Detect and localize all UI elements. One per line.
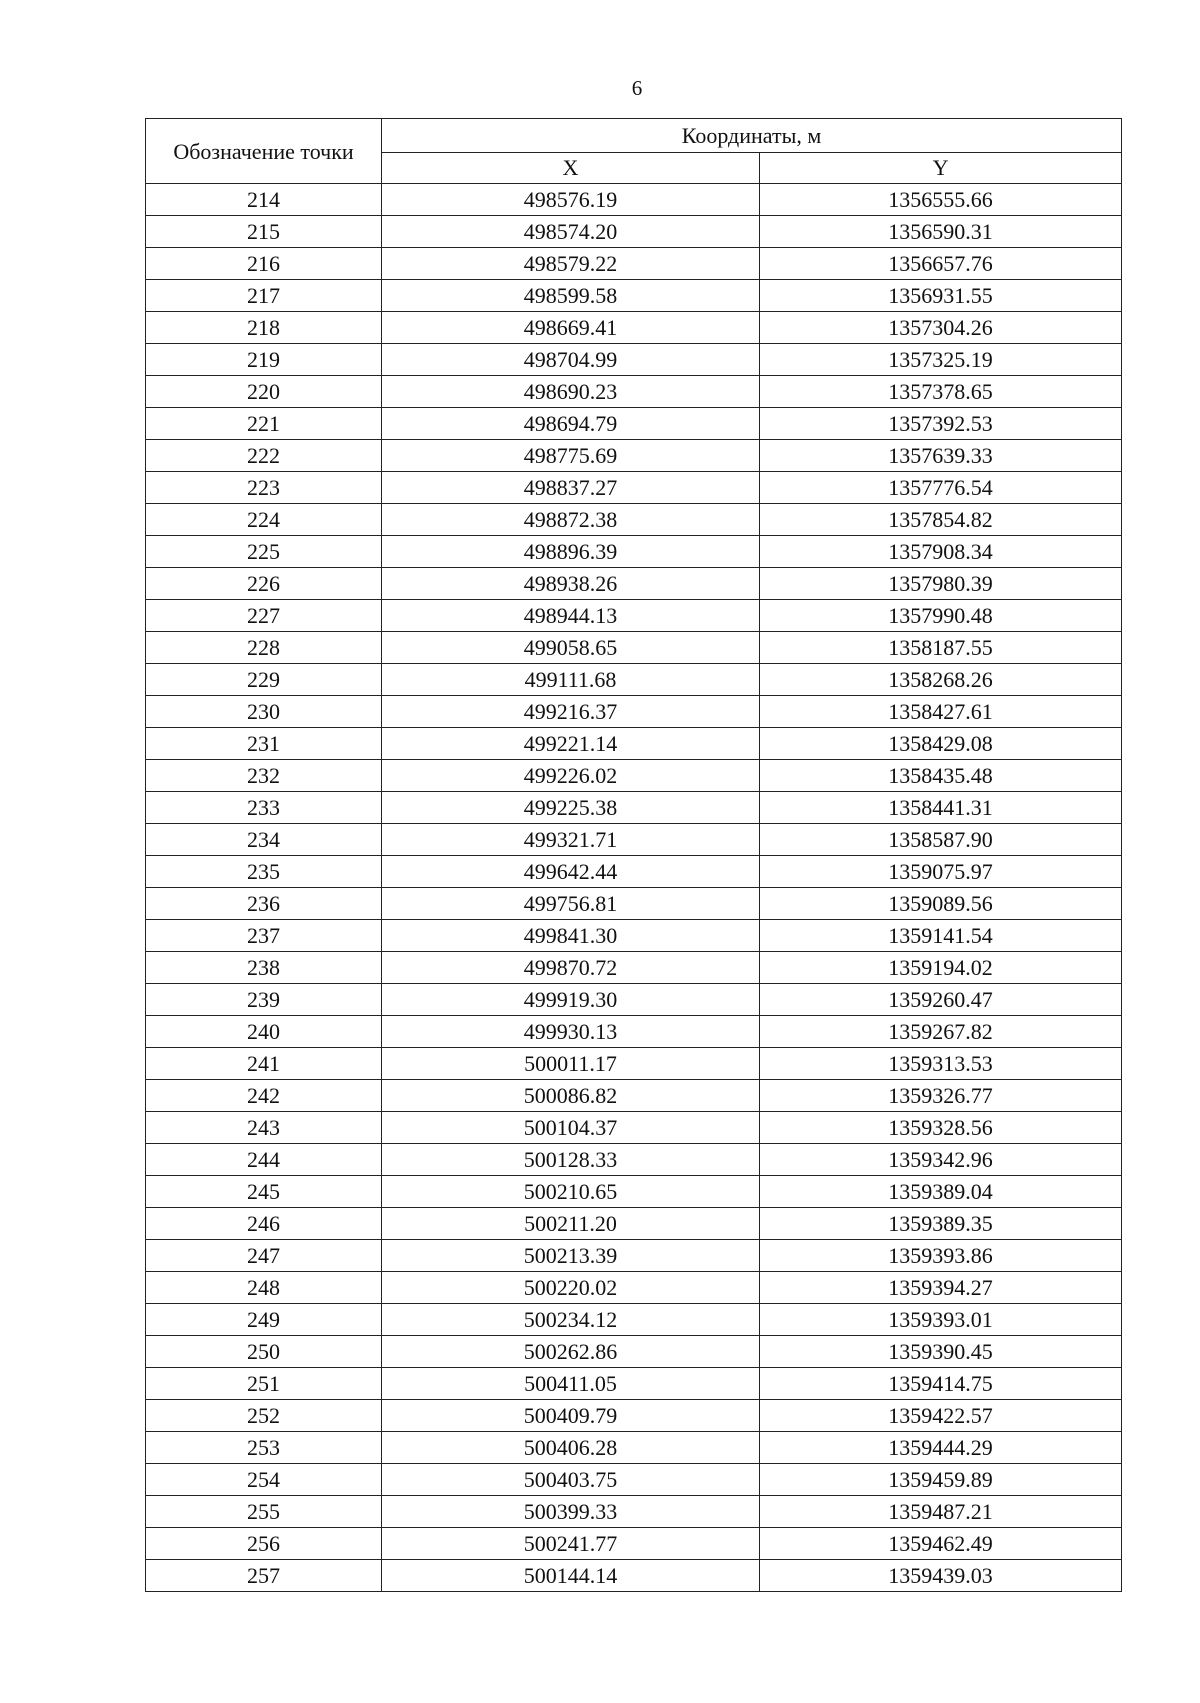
table-row — [146, 696, 1122, 728]
table-body — [146, 184, 1122, 1592]
cell-y: 1357639.33 — [760, 440, 1122, 472]
cell-y: 1359459.89 — [760, 1464, 1122, 1496]
cell-x: 499111.68 — [382, 664, 760, 696]
cell-point: 239 — [146, 984, 382, 1016]
cell-point: 235 — [146, 856, 382, 888]
cell-y: 1359393.86 — [760, 1240, 1122, 1272]
cell-point: 245 — [146, 1176, 382, 1208]
cell-x: 499058.65 — [382, 632, 760, 664]
cell-point: 231 — [146, 728, 382, 760]
cell-x: 498938.26 — [382, 568, 760, 600]
table-row — [146, 664, 1122, 696]
cell-x: 498576.19 — [382, 184, 760, 216]
cell-point: 247 — [146, 1240, 382, 1272]
cell-y: 1358187.55 — [760, 632, 1122, 664]
cell-x: 498704.99 — [382, 344, 760, 376]
cell-y: 1356931.55 — [760, 280, 1122, 312]
cell-x: 499226.02 — [382, 760, 760, 792]
cell-point: 233 — [146, 792, 382, 824]
cell-x: 499642.44 — [382, 856, 760, 888]
cell-point: 253 — [146, 1432, 382, 1464]
cell-x: 498579.22 — [382, 248, 760, 280]
cell-y: 1359194.02 — [760, 952, 1122, 984]
cell-point: 252 — [146, 1400, 382, 1432]
table-row — [146, 408, 1122, 440]
cell-x: 498944.13 — [382, 600, 760, 632]
cell-point: 236 — [146, 888, 382, 920]
cell-x: 498694.79 — [382, 408, 760, 440]
cell-point: 241 — [146, 1048, 382, 1080]
cell-point: 249 — [146, 1304, 382, 1336]
cell-x: 500086.82 — [382, 1080, 760, 1112]
cell-y: 1357854.82 — [760, 504, 1122, 536]
cell-x: 500210.65 — [382, 1176, 760, 1208]
table-row — [146, 856, 1122, 888]
table-row — [146, 472, 1122, 504]
cell-point: 257 — [146, 1560, 382, 1592]
table-row — [146, 216, 1122, 248]
cell-point: 238 — [146, 952, 382, 984]
cell-x: 499870.72 — [382, 952, 760, 984]
cell-x: 500409.79 — [382, 1400, 760, 1432]
cell-x: 500220.02 — [382, 1272, 760, 1304]
table-row — [146, 760, 1122, 792]
cell-y: 1359390.45 — [760, 1336, 1122, 1368]
cell-y: 1359487.21 — [760, 1496, 1122, 1528]
table-row — [146, 1112, 1122, 1144]
cell-y: 1359394.27 — [760, 1272, 1122, 1304]
table-row — [146, 1464, 1122, 1496]
cell-point: 214 — [146, 184, 382, 216]
cell-y: 1357325.19 — [760, 344, 1122, 376]
cell-point: 217 — [146, 280, 382, 312]
coordinates-table — [145, 118, 1122, 1592]
cell-y: 1357392.53 — [760, 408, 1122, 440]
cell-point: 229 — [146, 664, 382, 696]
table-row — [146, 1368, 1122, 1400]
cell-y: 1358435.48 — [760, 760, 1122, 792]
table-row — [146, 1304, 1122, 1336]
cell-point: 234 — [146, 824, 382, 856]
table-row — [146, 1016, 1122, 1048]
cell-x: 498669.41 — [382, 312, 760, 344]
header-point: Обозначение точки — [146, 119, 382, 184]
table-row — [146, 984, 1122, 1016]
cell-x: 499930.13 — [382, 1016, 760, 1048]
cell-x: 499919.30 — [382, 984, 760, 1016]
table-row — [146, 1528, 1122, 1560]
cell-y: 1359260.47 — [760, 984, 1122, 1016]
cell-x: 500211.20 — [382, 1208, 760, 1240]
header-x: X — [382, 153, 760, 184]
cell-y: 1359439.03 — [760, 1560, 1122, 1592]
header-coordinates: Координаты, м — [382, 119, 1122, 153]
cell-point: 224 — [146, 504, 382, 536]
cell-y: 1356555.66 — [760, 184, 1122, 216]
cell-y: 1358429.08 — [760, 728, 1122, 760]
cell-point: 218 — [146, 312, 382, 344]
cell-point: 223 — [146, 472, 382, 504]
table-row — [146, 1432, 1122, 1464]
cell-x: 499221.14 — [382, 728, 760, 760]
cell-point: 256 — [146, 1528, 382, 1560]
table-row — [146, 632, 1122, 664]
table-row — [146, 952, 1122, 984]
cell-y: 1357304.26 — [760, 312, 1122, 344]
cell-point: 226 — [146, 568, 382, 600]
table-row — [146, 824, 1122, 856]
table-row — [146, 1240, 1122, 1272]
cell-x: 498690.23 — [382, 376, 760, 408]
cell-point: 244 — [146, 1144, 382, 1176]
cell-y: 1359326.77 — [760, 1080, 1122, 1112]
table-row — [146, 1560, 1122, 1592]
cell-y: 1359089.56 — [760, 888, 1122, 920]
cell-y: 1358587.90 — [760, 824, 1122, 856]
cell-x: 500262.86 — [382, 1336, 760, 1368]
cell-y: 1359141.54 — [760, 920, 1122, 952]
table-row — [146, 1048, 1122, 1080]
cell-y: 1359389.35 — [760, 1208, 1122, 1240]
cell-x: 500144.14 — [382, 1560, 760, 1592]
cell-point: 225 — [146, 536, 382, 568]
table-row — [146, 920, 1122, 952]
cell-point: 219 — [146, 344, 382, 376]
table-row — [146, 248, 1122, 280]
cell-x: 498896.39 — [382, 536, 760, 568]
cell-point: 237 — [146, 920, 382, 952]
cell-point: 232 — [146, 760, 382, 792]
cell-x: 498837.27 — [382, 472, 760, 504]
cell-y: 1358427.61 — [760, 696, 1122, 728]
cell-x: 499321.71 — [382, 824, 760, 856]
cell-x: 500241.77 — [382, 1528, 760, 1560]
cell-x: 500104.37 — [382, 1112, 760, 1144]
table-row — [146, 1144, 1122, 1176]
cell-y: 1356657.76 — [760, 248, 1122, 280]
table-row — [146, 280, 1122, 312]
table-row — [146, 1336, 1122, 1368]
cell-y: 1359075.97 — [760, 856, 1122, 888]
table-row — [146, 344, 1122, 376]
cell-point: 220 — [146, 376, 382, 408]
table-row — [146, 1208, 1122, 1240]
cell-x: 498574.20 — [382, 216, 760, 248]
cell-point: 240 — [146, 1016, 382, 1048]
cell-y: 1358441.31 — [760, 792, 1122, 824]
table-row — [146, 1272, 1122, 1304]
cell-y: 1358268.26 — [760, 664, 1122, 696]
table-row — [146, 888, 1122, 920]
cell-point: 230 — [146, 696, 382, 728]
cell-y: 1359422.57 — [760, 1400, 1122, 1432]
cell-x: 500128.33 — [382, 1144, 760, 1176]
cell-x: 498599.58 — [382, 280, 760, 312]
cell-y: 1359389.04 — [760, 1176, 1122, 1208]
cell-x: 500411.05 — [382, 1368, 760, 1400]
cell-x: 499225.38 — [382, 792, 760, 824]
cell-y: 1359267.82 — [760, 1016, 1122, 1048]
table-row — [146, 1176, 1122, 1208]
cell-point: 246 — [146, 1208, 382, 1240]
table-row — [146, 1400, 1122, 1432]
cell-point: 228 — [146, 632, 382, 664]
cell-point: 221 — [146, 408, 382, 440]
cell-point: 243 — [146, 1112, 382, 1144]
cell-y: 1357908.34 — [760, 536, 1122, 568]
page-number: 6 — [631, 76, 643, 100]
table-row — [146, 504, 1122, 536]
table-row — [146, 184, 1122, 216]
cell-x: 499216.37 — [382, 696, 760, 728]
cell-x: 500011.17 — [382, 1048, 760, 1080]
table-row — [146, 440, 1122, 472]
cell-point: 215 — [146, 216, 382, 248]
cell-y: 1359393.01 — [760, 1304, 1122, 1336]
cell-x: 499841.30 — [382, 920, 760, 952]
cell-y: 1356590.31 — [760, 216, 1122, 248]
table-row — [146, 728, 1122, 760]
cell-point: 250 — [146, 1336, 382, 1368]
cell-point: 222 — [146, 440, 382, 472]
table-row — [146, 536, 1122, 568]
cell-y: 1359313.53 — [760, 1048, 1122, 1080]
table-row — [146, 376, 1122, 408]
cell-y: 1359342.96 — [760, 1144, 1122, 1176]
cell-y: 1359462.49 — [760, 1528, 1122, 1560]
table-row — [146, 792, 1122, 824]
cell-point: 248 — [146, 1272, 382, 1304]
cell-x: 500213.39 — [382, 1240, 760, 1272]
cell-x: 499756.81 — [382, 888, 760, 920]
header-y: Y — [760, 153, 1122, 184]
cell-point: 227 — [146, 600, 382, 632]
cell-y: 1359444.29 — [760, 1432, 1122, 1464]
cell-x: 500399.33 — [382, 1496, 760, 1528]
cell-x: 498775.69 — [382, 440, 760, 472]
cell-x: 500406.28 — [382, 1432, 760, 1464]
table-header — [146, 119, 1122, 184]
cell-point: 242 — [146, 1080, 382, 1112]
cell-y: 1357776.54 — [760, 472, 1122, 504]
table-row — [146, 312, 1122, 344]
cell-point: 254 — [146, 1464, 382, 1496]
cell-y: 1357980.39 — [760, 568, 1122, 600]
table-row — [146, 1080, 1122, 1112]
cell-y: 1359414.75 — [760, 1368, 1122, 1400]
table-row — [146, 568, 1122, 600]
cell-x: 498872.38 — [382, 504, 760, 536]
cell-x: 500403.75 — [382, 1464, 760, 1496]
cell-y: 1359328.56 — [760, 1112, 1122, 1144]
table-row — [146, 1496, 1122, 1528]
cell-x: 500234.12 — [382, 1304, 760, 1336]
table-row — [146, 600, 1122, 632]
cell-point: 251 — [146, 1368, 382, 1400]
cell-point: 216 — [146, 248, 382, 280]
cell-y: 1357378.65 — [760, 376, 1122, 408]
cell-y: 1357990.48 — [760, 600, 1122, 632]
cell-point: 255 — [146, 1496, 382, 1528]
